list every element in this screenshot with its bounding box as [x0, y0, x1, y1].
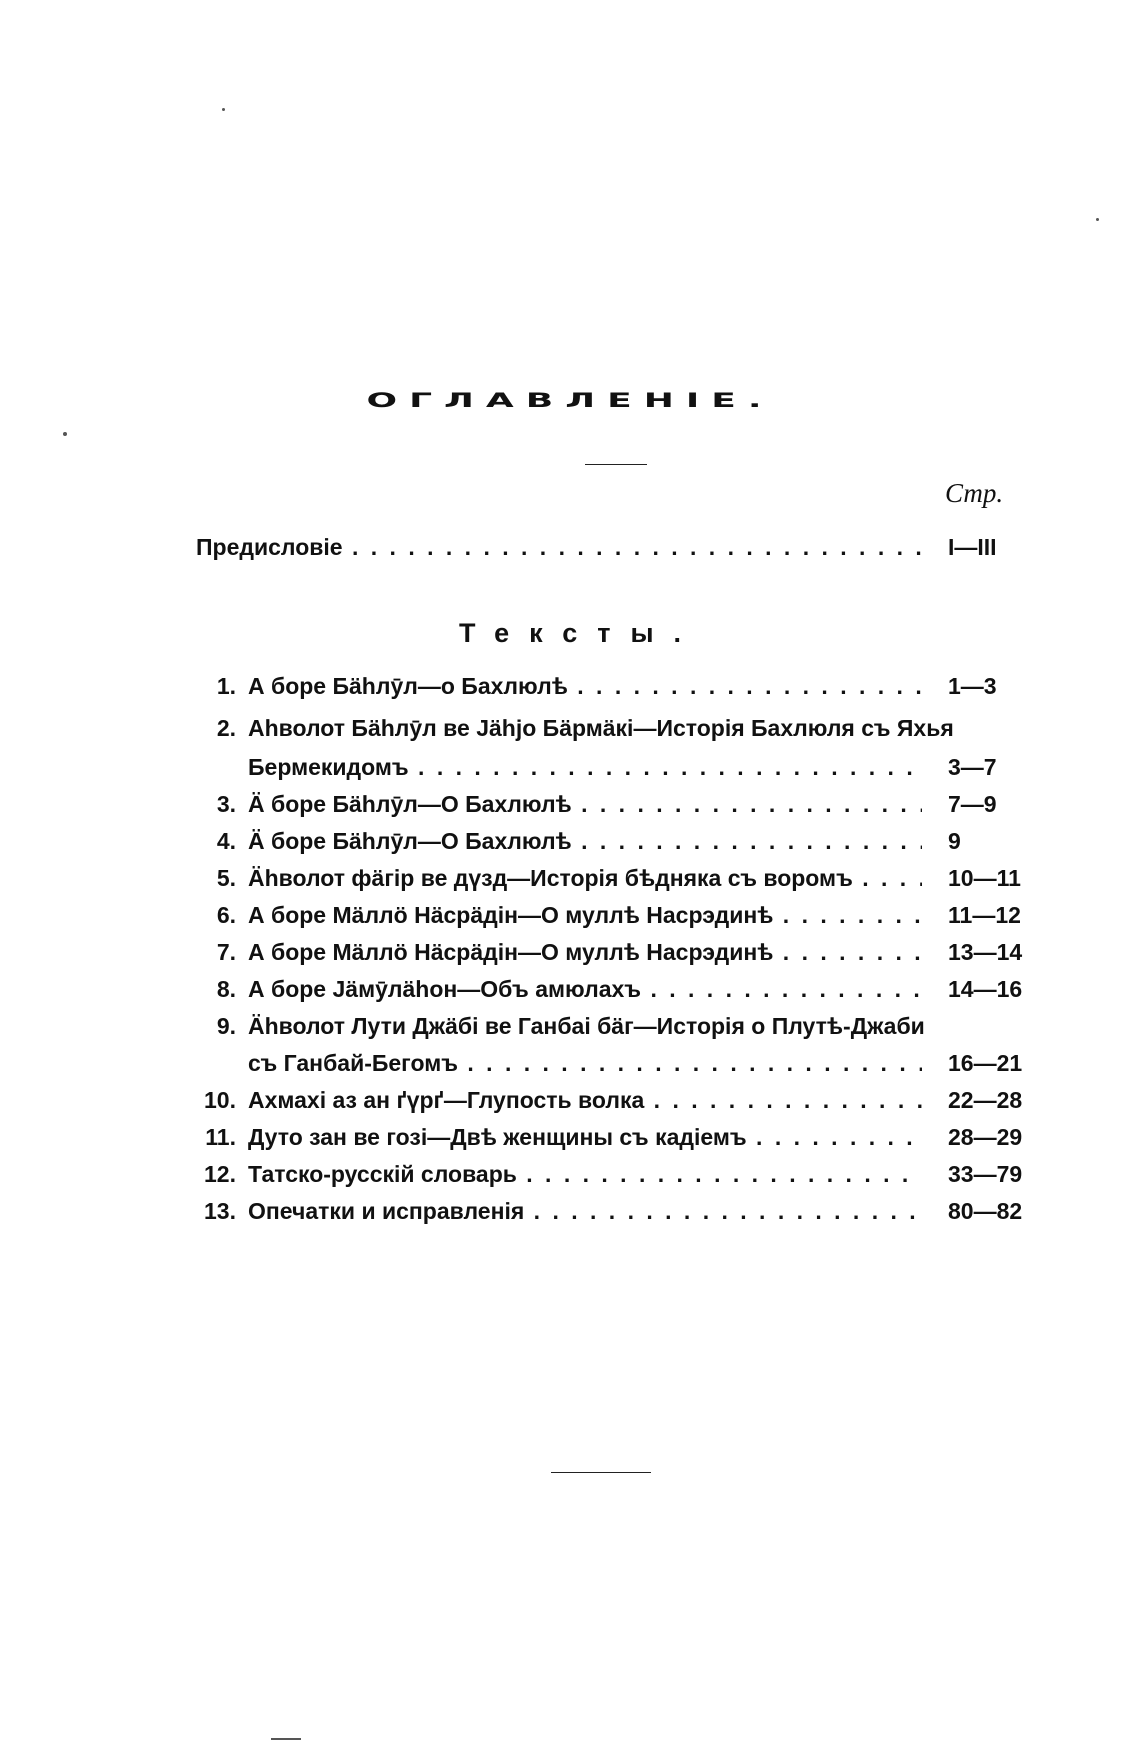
- toc-entry: [196, 859, 1036, 897]
- scan-speck: [1096, 218, 1099, 221]
- toc-entry-pages: 7—9: [948, 791, 997, 817]
- toc-entry-pages: 1—3: [948, 673, 997, 699]
- toc-entry-pages: 10—11: [948, 865, 1021, 891]
- toc-entry-continuation: [196, 748, 1036, 786]
- toc-preface-text: Предисловіе . . .: [196, 528, 922, 566]
- toc-entry-pages: 22—28: [948, 1087, 1023, 1113]
- toc-entry-number: 7.: [216, 939, 236, 965]
- title-divider: [585, 464, 647, 465]
- toc-entry: [196, 785, 1036, 823]
- toc-entry-pages: 11—12: [948, 902, 1021, 928]
- toc-entry: [196, 1007, 1036, 1045]
- toc-entry-text: Ӓһволот фäгір ве дүзд—Исторія бѣдняка съ воромъ . . .: [248, 859, 922, 897]
- scan-speck: [271, 1738, 301, 1740]
- toc-entry: [196, 1192, 1036, 1230]
- toc-preface: [196, 528, 1036, 566]
- toc-entry-text: Бермекидомъ . . .: [248, 748, 922, 786]
- toc-entry: [196, 896, 1036, 934]
- scan-speck: [222, 108, 225, 111]
- toc-entry: [196, 1118, 1036, 1156]
- toc-preface-pages: I—III: [948, 534, 997, 560]
- toc-entry-number: 11.: [205, 1124, 236, 1150]
- toc-entry-text: съ Ганбай-Бегомъ . . .: [248, 1044, 922, 1082]
- toc-entry-text: Ӓһволот Лути Джäбі ве Ганбаі бäг—Исторія о Плутѣ-Джаби: [248, 1013, 925, 1039]
- toc-entry-text: Ахмахі аз ан ґүрґ—Глупость волка . . .: [248, 1081, 922, 1119]
- toc-entry-number: 1.: [216, 673, 236, 699]
- toc-entry-pages: 13—14: [948, 939, 1023, 965]
- toc-entry-number: 12.: [204, 1161, 236, 1187]
- page-title: ОГЛАВЛЕНІЕ.: [366, 389, 774, 412]
- toc-entry-text: А боре Бäһлӯл—о Бахлюлѣ . . .: [248, 667, 922, 705]
- toc-entry-continuation: [196, 1044, 1036, 1082]
- toc-entry-text: Ӓ боре Бäһлӯл—О Бахлюлѣ . . .: [248, 785, 922, 823]
- toc-entry-text: Татско-русскій словарь . . .: [248, 1155, 922, 1193]
- toc-entry-number: 2.: [216, 715, 236, 741]
- toc-entry-text: Дуто зан ве гозі—Двѣ женщины съ кадіемъ . . .: [248, 1118, 922, 1156]
- toc-entry-text: А боре Јäмӯлäһон—Объ амюлахъ . . .: [248, 970, 922, 1008]
- toc-entry-pages: 80—82: [948, 1198, 1023, 1224]
- toc-entry: [196, 709, 1036, 747]
- toc-entry-text: Аһволот Бäһлӯл ве Јäһјо Бäрмäкі—Исторія Бахлюля съ Яхья: [248, 715, 954, 741]
- toc-entry-number: 3.: [216, 791, 236, 817]
- toc-entry-number: 5.: [216, 865, 236, 891]
- toc-entry-number: 4.: [216, 828, 236, 854]
- toc-entry-text: Опечатки и исправленія . . .: [248, 1192, 922, 1230]
- toc-entry: [196, 970, 1036, 1008]
- toc-entry-number: 13.: [204, 1198, 236, 1224]
- toc-entry-text: Ӓ боре Бäһлӯл—О Бахлюлѣ . . .: [248, 822, 922, 860]
- toc-entry-pages: 9: [948, 828, 961, 854]
- toc-entry: [196, 933, 1036, 971]
- section-title: Тексты.: [458, 618, 702, 648]
- toc-entry: [196, 1155, 1036, 1193]
- toc-entry: [196, 1081, 1036, 1119]
- toc-entry-number: 6.: [216, 902, 236, 928]
- page-column-label: Стр.: [945, 478, 1004, 508]
- toc-entry-number: 9.: [216, 1013, 236, 1039]
- toc-entry-number: 8.: [216, 976, 236, 1002]
- toc-entry-pages: 33—79: [948, 1161, 1023, 1187]
- toc-entry: [196, 822, 1036, 860]
- toc-entry-number: 10.: [204, 1087, 236, 1113]
- end-divider: [551, 1472, 651, 1473]
- toc-entry-pages: 16—21: [948, 1050, 1023, 1076]
- toc-entry-text: А боре Мäллӧ Нäсрäдін—О муллѣ Насрэдинѣ . . .: [248, 896, 922, 934]
- toc-entry: [196, 667, 1036, 705]
- toc-entry-pages: 28—29: [948, 1124, 1023, 1150]
- toc-entry-pages: 14—16: [948, 976, 1023, 1002]
- scan-speck: [63, 432, 67, 436]
- toc-entry-pages: 3—7: [948, 754, 997, 780]
- toc-entry-text: А боре Мäллӧ Нäсрäдін—О муллѣ Насрэдинѣ . . .: [248, 933, 922, 971]
